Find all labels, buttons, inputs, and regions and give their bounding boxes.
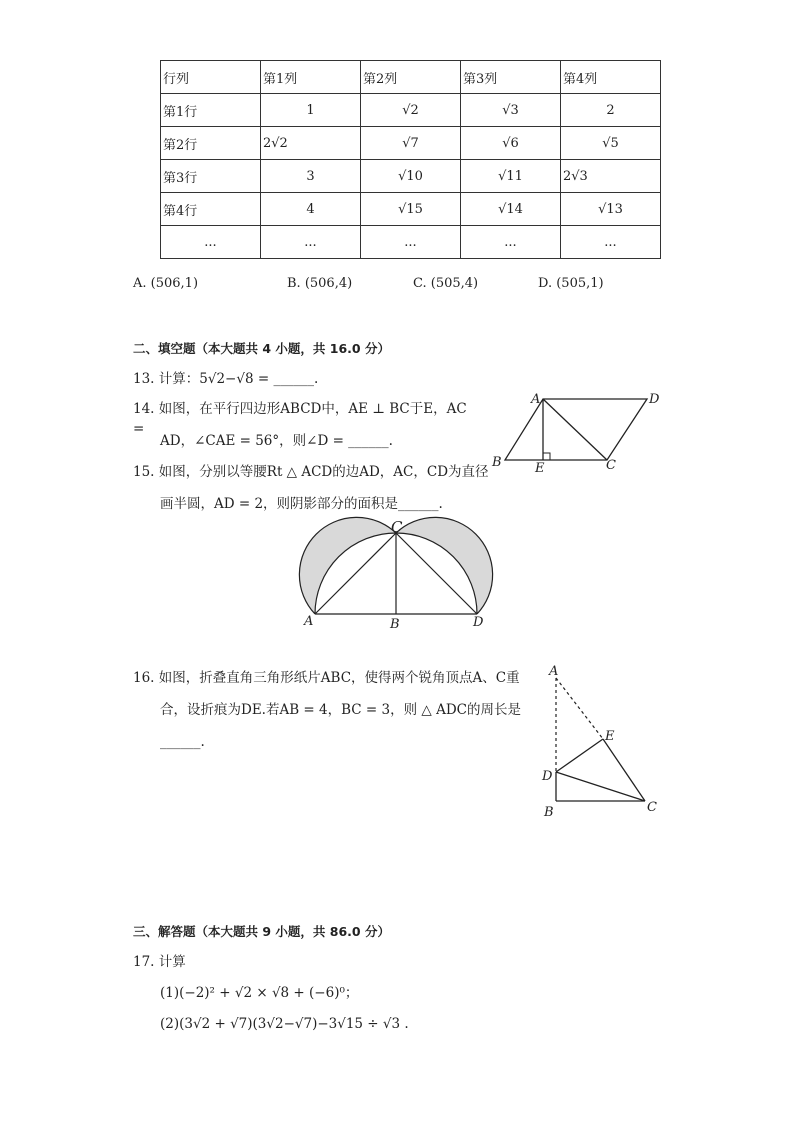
table-row: [161, 94, 661, 127]
table-cell: 2√3: [561, 160, 661, 193]
question-number: 17.: [133, 954, 155, 970]
question-13: [133, 369, 318, 389]
label-d: D: [542, 769, 553, 784]
question-text-line1: 如图，分别以等腰Rt △ ACD的边AD，AC，CD为直径: [158, 464, 489, 480]
label-b: B: [492, 455, 502, 470]
label-d: D: [473, 615, 484, 630]
table-header-row: [161, 61, 661, 94]
table-row: [161, 127, 661, 160]
question-text-line1: 如图，在平行四边形ABCD中，AE ⊥ BC于E，AC =: [133, 401, 467, 437]
table-cell: 第1行: [161, 94, 261, 127]
question-17: [133, 952, 186, 972]
table-cell: √2: [361, 94, 461, 127]
table-cell: 第3行: [161, 160, 261, 193]
table-header-cell: 行列: [161, 61, 261, 94]
table-header-cell: 第2列: [361, 61, 461, 94]
table-cell: √3: [461, 94, 561, 127]
label-c: C: [606, 458, 616, 473]
table-cell: √15: [361, 193, 461, 226]
label-d: D: [649, 392, 660, 407]
table-cell: √7: [361, 127, 461, 160]
table-cell: √6: [461, 127, 561, 160]
question-text: 计算：5√2−√8 = ______.: [158, 371, 319, 387]
label-b: B: [544, 805, 554, 820]
table-cell: ...: [261, 226, 361, 259]
option-d: D. (505,1): [538, 276, 604, 291]
label-e: E: [535, 461, 545, 476]
table-cell: 2√2: [261, 127, 361, 160]
section-title-solutions: 三、解答题（本大题共 9 小题，共 86.0 分）: [133, 924, 390, 939]
table-cell: 2: [561, 94, 661, 127]
question-text-line1: 如图，折叠直角三角形纸片ABC，使得两个锐角顶点A、C重: [158, 670, 520, 686]
question-16-line3: ______.: [160, 734, 205, 750]
table-cell: ...: [161, 226, 261, 259]
table-row: [161, 226, 661, 259]
table-cell: 3: [261, 160, 361, 193]
label-a: A: [531, 392, 541, 407]
table-header-cell: 第1列: [261, 61, 361, 94]
label-a: A: [549, 664, 559, 679]
table-cell: √13: [561, 193, 661, 226]
figure-folded-triangle: [535, 660, 665, 820]
table-row: [161, 193, 661, 226]
label-c: C: [647, 800, 657, 815]
table-cell: ...: [461, 226, 561, 259]
question-number: 16.: [133, 670, 155, 686]
table-cell: ...: [361, 226, 461, 259]
table-cell: √5: [561, 127, 661, 160]
table-cell: 4: [261, 193, 361, 226]
question-title: 计算: [158, 954, 186, 970]
figure-parallelogram: [485, 385, 675, 480]
label-e: E: [605, 729, 615, 744]
question-17-part2: (2)(3√2 + √7)(3√2−√7)−3√15 ÷ √3 .: [160, 1016, 409, 1032]
table-cell: √11: [461, 160, 561, 193]
table-header-cell: 第3列: [461, 61, 561, 94]
question-16-line2: 合，设折痕为DE.若AB = 4，BC = 3，则 △ ADC的周长是: [160, 702, 521, 718]
question-16: [133, 668, 520, 688]
question-14-line2: AD，∠CAE = 56°，则∠D = ______.: [160, 433, 393, 449]
question-15-line2: 画半圆，AD = 2，则阴影部分的面积是______.: [160, 496, 443, 512]
table-row: [161, 160, 661, 193]
table-header-cell: 第4列: [561, 61, 661, 94]
table-cell: 1: [261, 94, 361, 127]
table-cell: √10: [361, 160, 461, 193]
table-cell: 第4行: [161, 193, 261, 226]
table-cell: 第2行: [161, 127, 261, 160]
table-cell: √14: [461, 193, 561, 226]
label-c: C: [391, 518, 403, 536]
label-b: B: [390, 617, 400, 632]
option-b: B. (506,4): [287, 276, 353, 291]
question-17-part1: (1)(−2)² + √2 × √8 + (−6)⁰；: [160, 985, 359, 1001]
question-15: [133, 462, 489, 482]
label-a: A: [304, 614, 314, 629]
section-title-fill-in: 二、填空题（本大题共 4 小题，共 16.0 分）: [133, 341, 390, 356]
option-c: C. (505,4): [413, 276, 479, 291]
table-cell: ...: [561, 226, 661, 259]
question-number: 14.: [133, 401, 155, 417]
question-number: 13.: [133, 371, 155, 387]
row-column-table: [160, 60, 661, 259]
question-number: 15.: [133, 464, 155, 480]
figure-semicircles: [290, 515, 500, 633]
option-a: A. (506,1): [133, 276, 199, 291]
